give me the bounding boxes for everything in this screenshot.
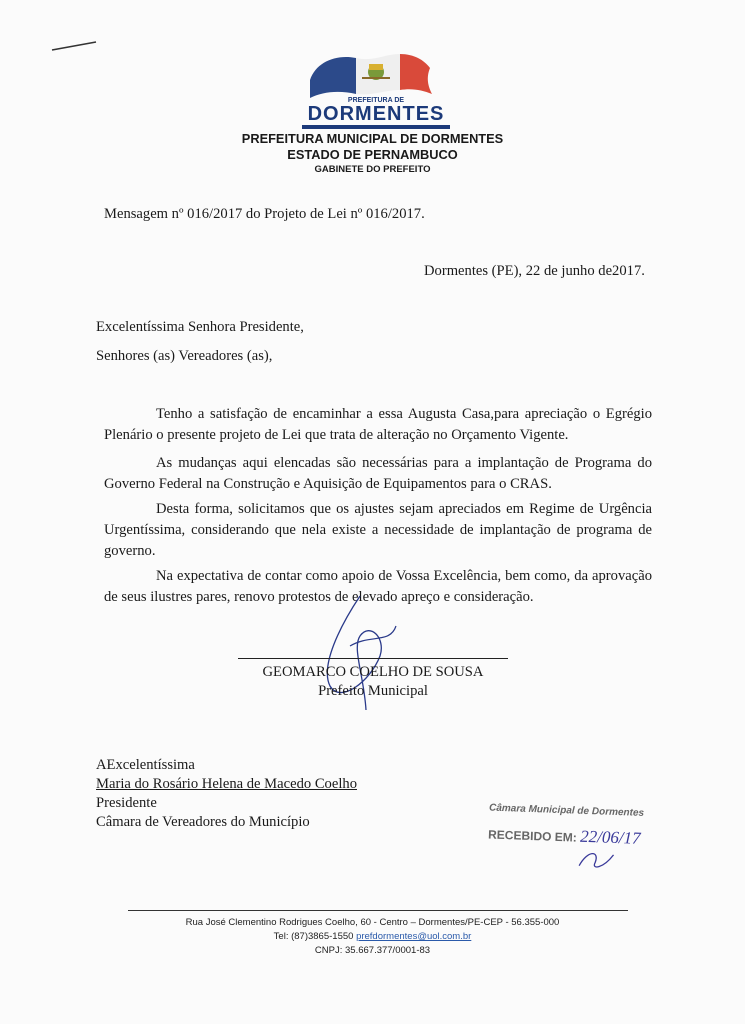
footer-divider bbox=[128, 910, 628, 911]
pen-mark bbox=[50, 38, 100, 54]
receipt-stamp bbox=[487, 803, 689, 880]
signer-name: GEOMARCO COELHO DE SOUSA bbox=[262, 664, 484, 680]
stamp-title: Câmara Municipal de Dormentes bbox=[488, 802, 645, 819]
footer-cnpj: CNPJ: 35.667.377/0001-83 bbox=[314, 945, 431, 956]
addressee-line1: AExcelentíssima bbox=[96, 757, 195, 773]
paragraph-1: Tenho a satisfação de encaminhar a essa Augusta Casa,para apreciação o Egrégio Plenário o presente projeto de Lei que trata de alteração no Orçamento Vigente. bbox=[104, 406, 652, 443]
header-line2: ESTADO DE PERNAMBUCO bbox=[287, 147, 458, 162]
signature-scribble bbox=[300, 586, 420, 726]
paragraph-4: Na expectativa de contar como apoio de Vossa Excelência, bem como, da aprovação de seus ilustres pares, renovo protestos de elevado apreço e consideração. bbox=[104, 568, 652, 605]
message-reference: Mensagem nº 016/2017 do Projeto de Lei nº 016/2017. bbox=[104, 206, 425, 222]
header-line1: PREFEITURA MUNICIPAL DE DORMENTES bbox=[241, 131, 504, 146]
addressee-institution: Câmara de Vereadores do Município bbox=[96, 814, 310, 830]
logo-big-text: DORMENTES bbox=[307, 103, 445, 125]
header-line3: GABINETE DO PREFEITO bbox=[314, 164, 431, 175]
stamp-received-label: RECEBIDO EM: bbox=[487, 827, 578, 845]
letter-date: Dormentes (PE), 22 de junho de2017. bbox=[424, 263, 645, 279]
footer-tel: Tel: (87)3865-1550 bbox=[273, 931, 357, 942]
addressee-name: Maria do Rosário Helena de Macedo Coelho bbox=[96, 776, 357, 792]
footer-address: Rua José Clementino Rodrigues Coelho, 60 - Centro – Dormentes/PE-CEP - 56.355-000 bbox=[185, 917, 560, 928]
logo-small-text: PREFEITURA DE bbox=[347, 97, 405, 104]
footer-email-link[interactable]: prefdormentes@uol.com.br bbox=[356, 931, 472, 942]
addressee-role: Presidente bbox=[96, 795, 157, 811]
dormentes-logo bbox=[296, 48, 456, 132]
stamp-initials bbox=[573, 846, 634, 874]
logo-underline bbox=[302, 125, 450, 129]
salutation-president: Excelentíssima Senhora Presidente, bbox=[96, 319, 304, 335]
paragraph-2: As mudanças aqui elencadas são necessárias para a implantação de Programa do Governo Federal na Construção e Aquisição de Equipamentos para o CRAS. bbox=[104, 455, 652, 492]
paragraph-3: Desta forma, solicitamos que os ajustes sejam apreciados em Regime de Urgência Urgentíssima, considerando que nela existe a necessidade de implantação de programa de governo. bbox=[104, 501, 652, 559]
signer-title: Prefeito Municipal bbox=[318, 683, 428, 699]
salutation-councilors: Senhores (as) Vereadores (as), bbox=[96, 348, 273, 364]
signature-line bbox=[238, 658, 508, 659]
footer-contact bbox=[0, 931, 745, 942]
stamp-received-date: 22/06/17 bbox=[579, 826, 641, 848]
